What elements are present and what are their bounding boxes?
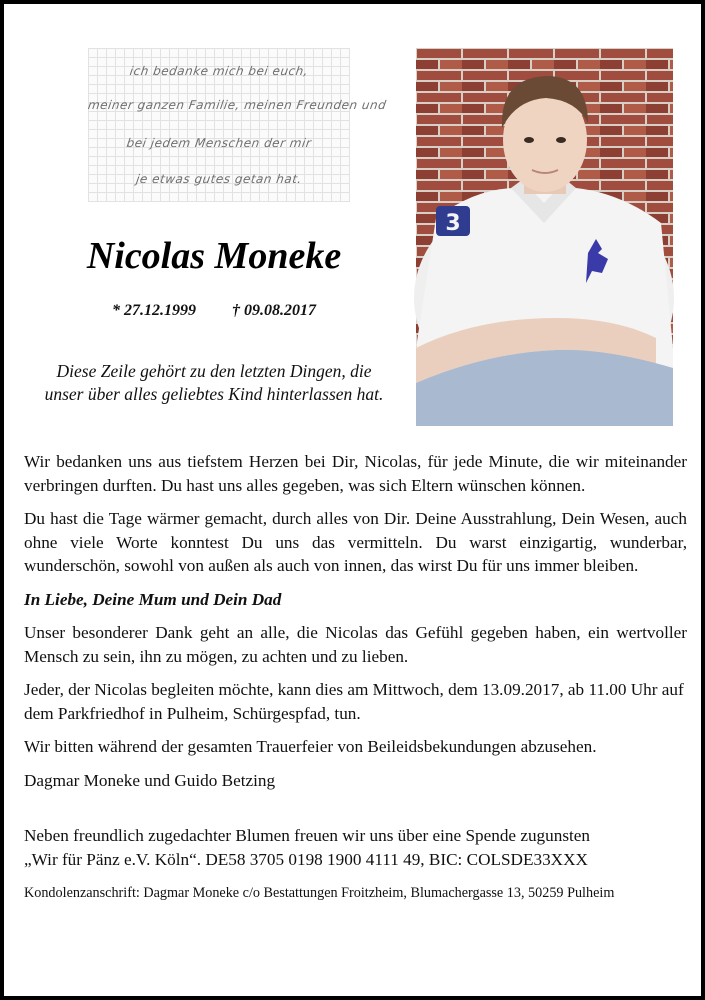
quote bbox=[22, 360, 406, 406]
signers: Dagmar Moneke und Guido Betzing bbox=[24, 770, 276, 790]
death-date: † 09.08.2017 bbox=[232, 302, 316, 319]
parents-signature: In Liebe, Deine Mum und Dein Dad bbox=[24, 589, 282, 609]
handwritten-line: je etwas gutes getan hat. bbox=[135, 172, 303, 186]
birth-date: * 27.12.1999 bbox=[112, 302, 196, 319]
handwritten-line: meiner ganzen Familie, meinen Freunden und bbox=[87, 98, 388, 112]
handwritten-line: bei jedem Menschen der mir bbox=[125, 136, 313, 150]
donation-line: Neben freundlich zugedachter Blumen freuen wir uns über eine Spende zugunsten bbox=[24, 826, 591, 845]
handwritten-note bbox=[87, 48, 388, 202]
handwritten-line: ich bedanke mich bei euch, bbox=[128, 64, 310, 78]
deceased-name: Nicolas Moneke bbox=[86, 235, 342, 277]
paragraph-gratitude: Wir bedanken uns aus tiefstem Herzen bei Dir, Nicolas, für jede Minute, die wir miteinander verbringen durften. Du hast uns alles gegeben, was sich Eltern wünschen können. bbox=[24, 452, 687, 495]
svg-text:3: 3 bbox=[445, 211, 461, 236]
obituary-text bbox=[24, 450, 687, 913]
quote-line: Diese Zeile gehört zu den letzten Dingen, die bbox=[56, 361, 372, 381]
paragraph-thanks: Unser besonderer Dank geht an alle, die Nicolas das Gefühl gegeben haben, ein wertvoller Mensch zu sein, ihn zu mögen, zu achten und zu lieben. bbox=[24, 623, 687, 666]
condolence-address: Kondolenzanschrift: Dagmar Moneke c/o Bestattungen Froitzheim, Blumachergasse 13, 50259 Pulheim bbox=[24, 885, 615, 901]
donation-bank-details: „Wir für Pänz e.V. Köln“. DE58 3705 0198 1900 4111 49, BIC: COLSDE33XXX bbox=[24, 849, 588, 869]
paragraph-funeral-info: Jeder, der Nicolas begleiten möchte, kann dies am Mittwoch, dem 13.09.2017, ab 11.00 Uhr auf dem Parkfriedhof in Pulheim, Schürgespfad, tun. bbox=[24, 680, 684, 723]
portrait-photo bbox=[416, 48, 673, 426]
life-dates bbox=[34, 302, 394, 320]
paragraph-no-condolences: Wir bitten während der gesamten Trauerfeier von Beileidsbekundungen abzusehen. bbox=[24, 737, 597, 756]
quote-line: unser über alles geliebtes Kind hinterlassen hat. bbox=[44, 384, 384, 404]
paragraph-tribute: Du hast die Tage wärmer gemacht, durch alles von Dir. Deine Ausstrahlung, Dein Wesen, auch ohne viele Worte konntest Du uns das vermitteln. Du warst einzigartig, wunderbar, wunderschön, sowohl von außen als auch von innen, das wirst Du für uns immer bleiben. bbox=[24, 509, 687, 575]
portrait-illustration bbox=[416, 48, 673, 426]
